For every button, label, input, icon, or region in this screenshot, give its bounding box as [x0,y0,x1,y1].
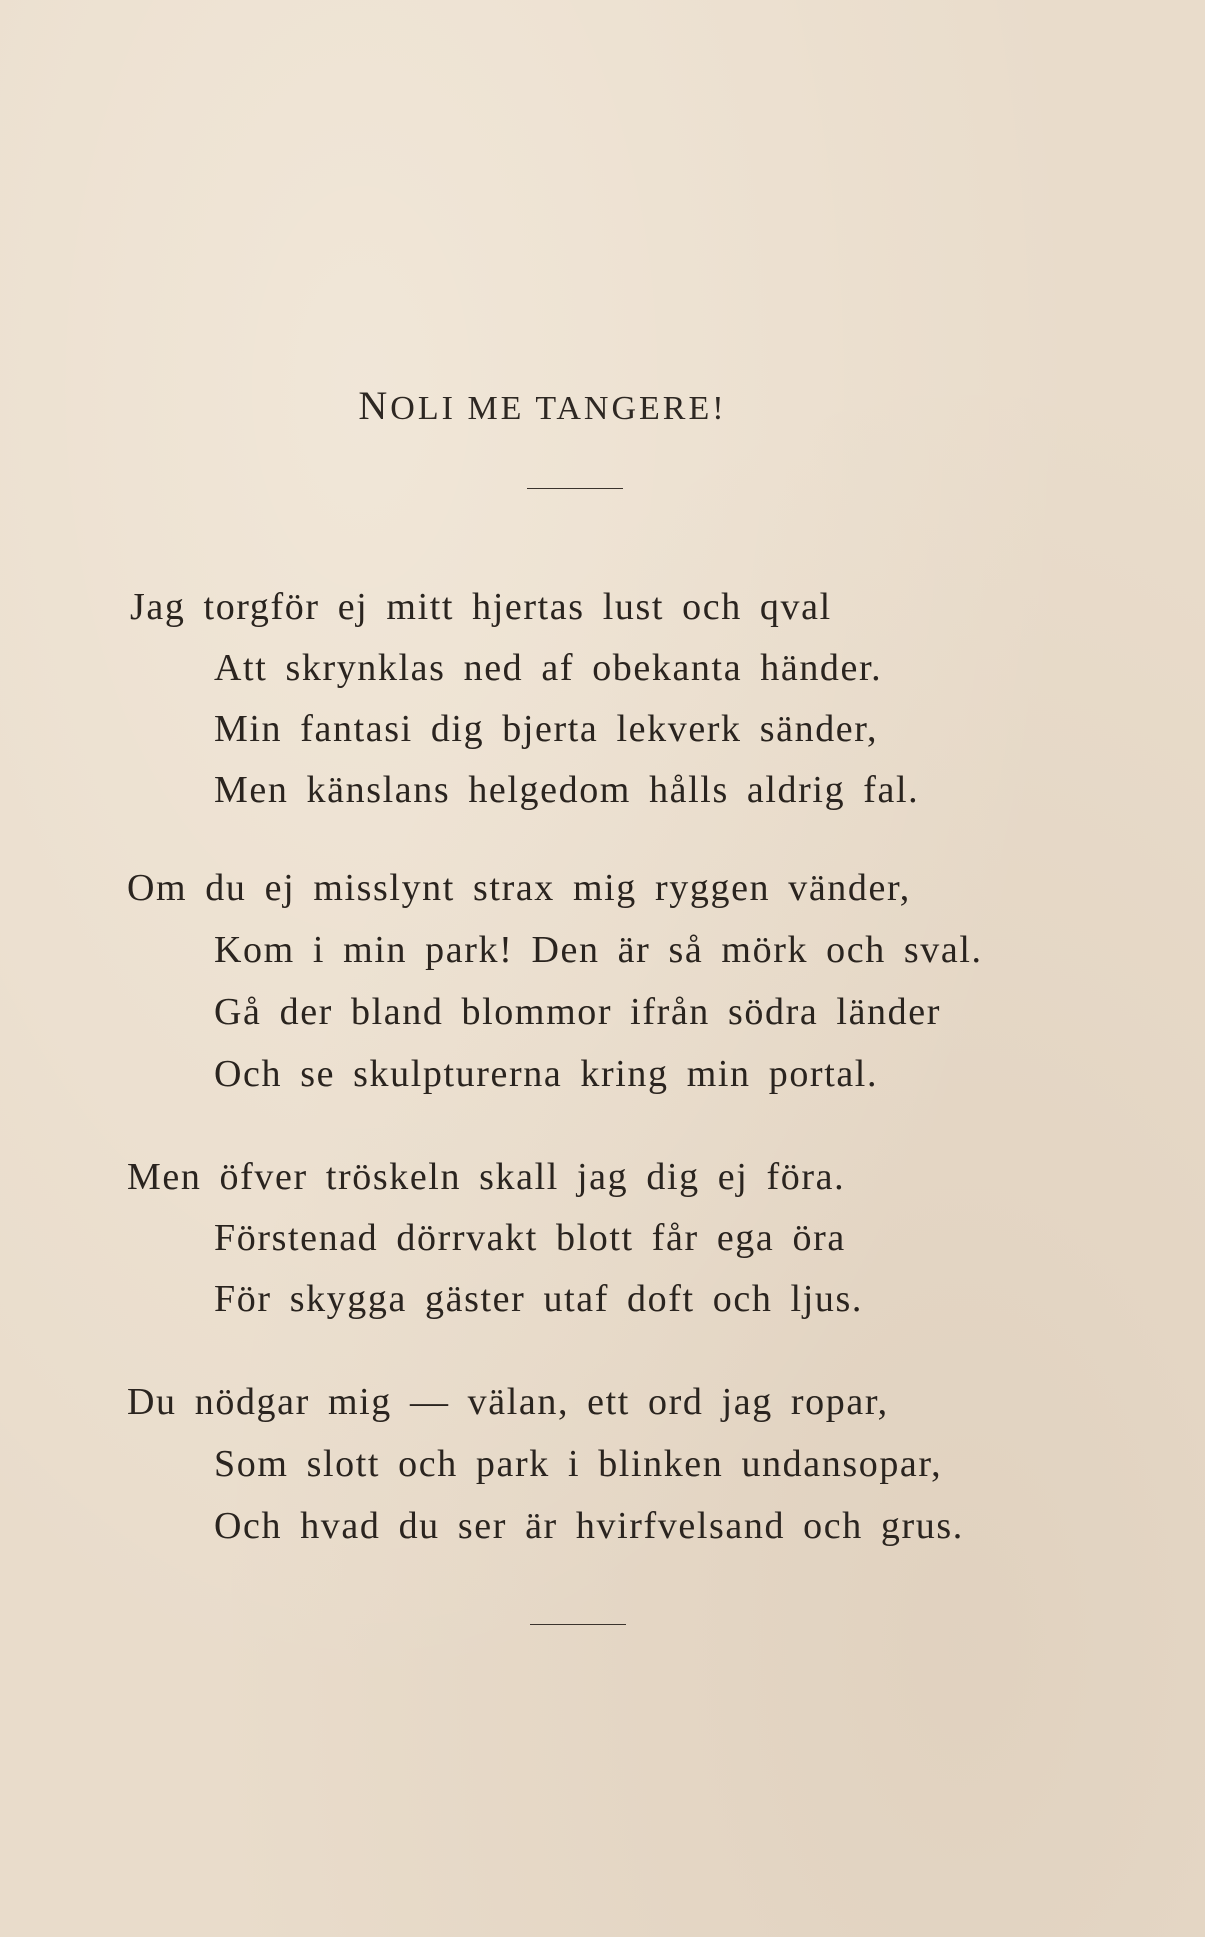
poem-line: Min fantasi dig bjerta lekverk sänder, [214,708,879,750]
poem-title [0,382,1145,429]
poem-line: Men känslans helgedom hålls aldrig fal. [214,769,920,811]
poem-line: För skygga gäster utaf doft och ljus. [214,1278,863,1320]
poem-line: Att skrynklas ned af obekanta händer. [214,647,883,689]
poem-line: Och se skulpturerna kring min portal. [214,1053,879,1095]
poem-line: Som slott och park i blinken undansopar, [214,1443,943,1485]
title-initial: N [358,383,391,428]
poem-line: Gå der bland blommor ifrån södra länder [214,991,941,1033]
poem-line: Förstenad dörrvakt blott får ega öra [214,1217,846,1259]
end-divider-rule [530,1624,626,1625]
poem-line: Jag torgför ej mitt hjertas lust och qval [130,586,832,628]
title-divider-rule [527,488,623,489]
poem-line: Men öfver tröskeln skall jag dig ej föra. [127,1156,846,1198]
poem-line: Du nödgar mig — välan, ett ord jag ropar, [127,1381,889,1423]
poem-line: Om du ej misslynt strax mig ryggen vänder, [127,867,911,909]
poem-line: Och hvad du ser är hvirfvelsand och grus. [214,1505,964,1547]
poem-line: Kom i min park! Den är så mörk och sval. [214,929,983,971]
title-rest: OLI ME TANGERE! [390,390,727,427]
